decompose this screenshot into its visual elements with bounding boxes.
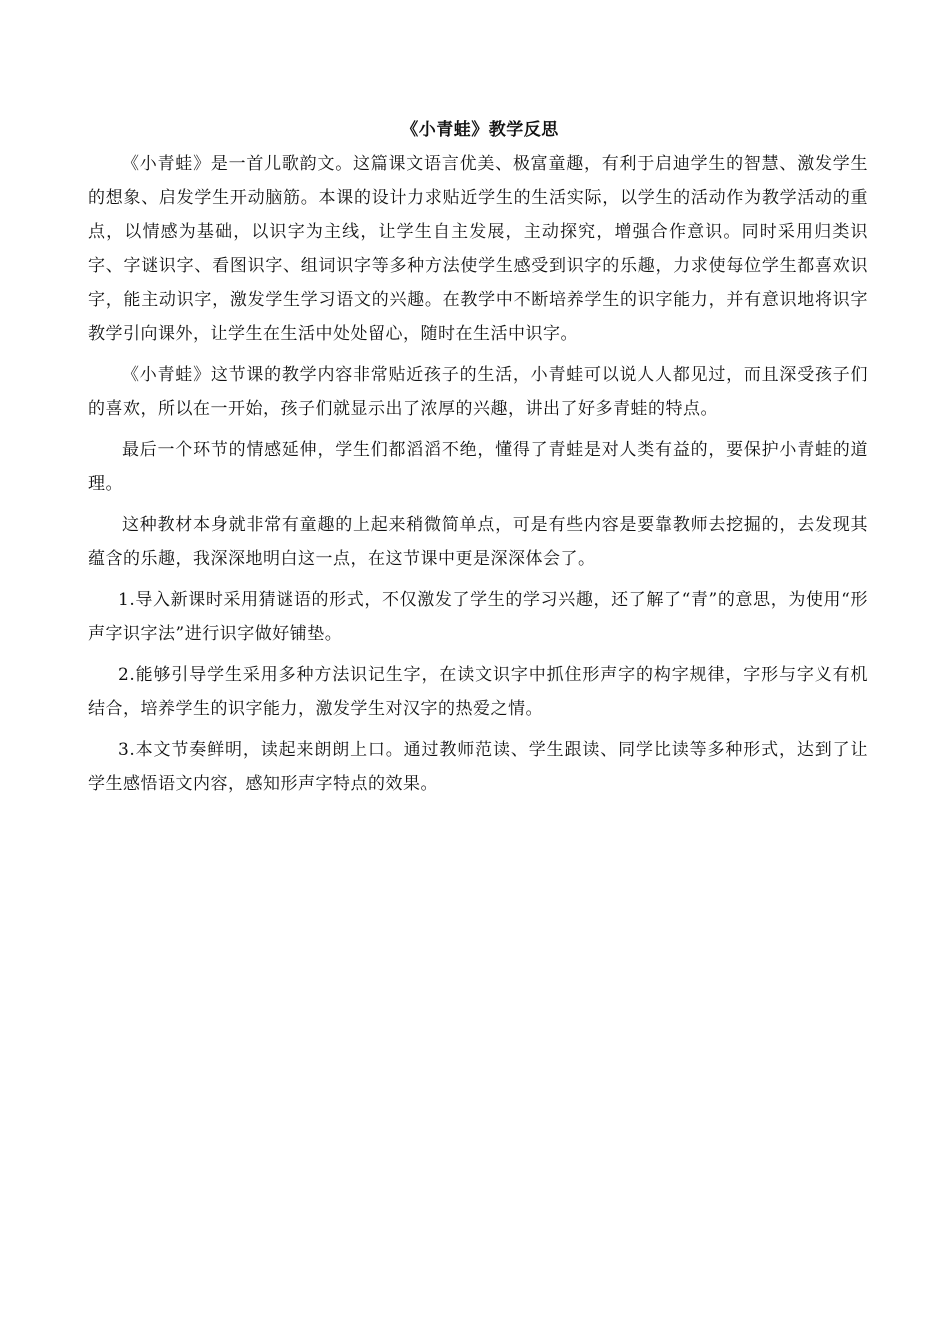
document-body bbox=[88, 113, 868, 808]
paragraph-1: 《小青蛙》是一首儿歌韵文。这篇课文语言优美、极富童趣，有利于启迪学生的智慧、激发学生的想象、启发学生开动脑筋。本课的设计力求贴近学生的生活实际，以学生的活动作为教学活动的重点，以情感为基础，以识字为主线，让学生自主发展，主动探究，增强合作意识。同时采用归类识字、字谜识字、看图识字、组词识字等多种方法使学生感受到识字的乐趣，力求使每位学生都喜欢识字，能主动识字，激发学生学习语文的兴趣。在教学中不断培养学生的识字能力，并有意识地将识字教学引向课外，让学生在生活中处处留心，随时在生活中识字。 bbox=[88, 154, 868, 344]
paragraph-2: 《小青蛙》这节课的教学内容非常贴近孩子的生活，小青蛙可以说人人都见过，而且深受孩子们的喜欢，所以在一开始，孩子们就显示出了浓厚的兴趣，讲出了好多青蛙的特点。 bbox=[88, 365, 868, 419]
paragraph-3: 最后一个环节的情感延伸，学生们都滔滔不绝，懂得了青蛙是对人类有益的，要保护小青蛙的道理。 bbox=[88, 440, 868, 494]
document-title: 《小青蛙》教学反思 bbox=[401, 120, 559, 140]
paragraph-6: 2.能够引导学生采用多种方法识记生字，在读文识字中抓住形声字的构字规律，字形与字义有机结合，培养学生的识字能力，激发学生对汉字的热爱之情。 bbox=[88, 665, 868, 719]
paragraph-5: 1.导入新课时采用猜谜语的形式，不仅激发了学生的学习兴趣，还了解了“青”的意思，为使用“形声字识字法”进行识字做好铺垫。 bbox=[88, 590, 868, 644]
paragraph-4: 这种教材本身就非常有童趣的上起来稍微简单点，可是有些内容是要靠教师去挖掘的，去发现其蕴含的乐趣，我深深地明白这一点，在这节课中更是深深体会了。 bbox=[88, 515, 868, 569]
paragraph-7: 3.本文节奏鲜明，读起来朗朗上口。通过教师范读、学生跟读、同学比读等多种形式，达到了让学生感悟语文内容，感知形声字特点的效果。 bbox=[88, 740, 868, 794]
